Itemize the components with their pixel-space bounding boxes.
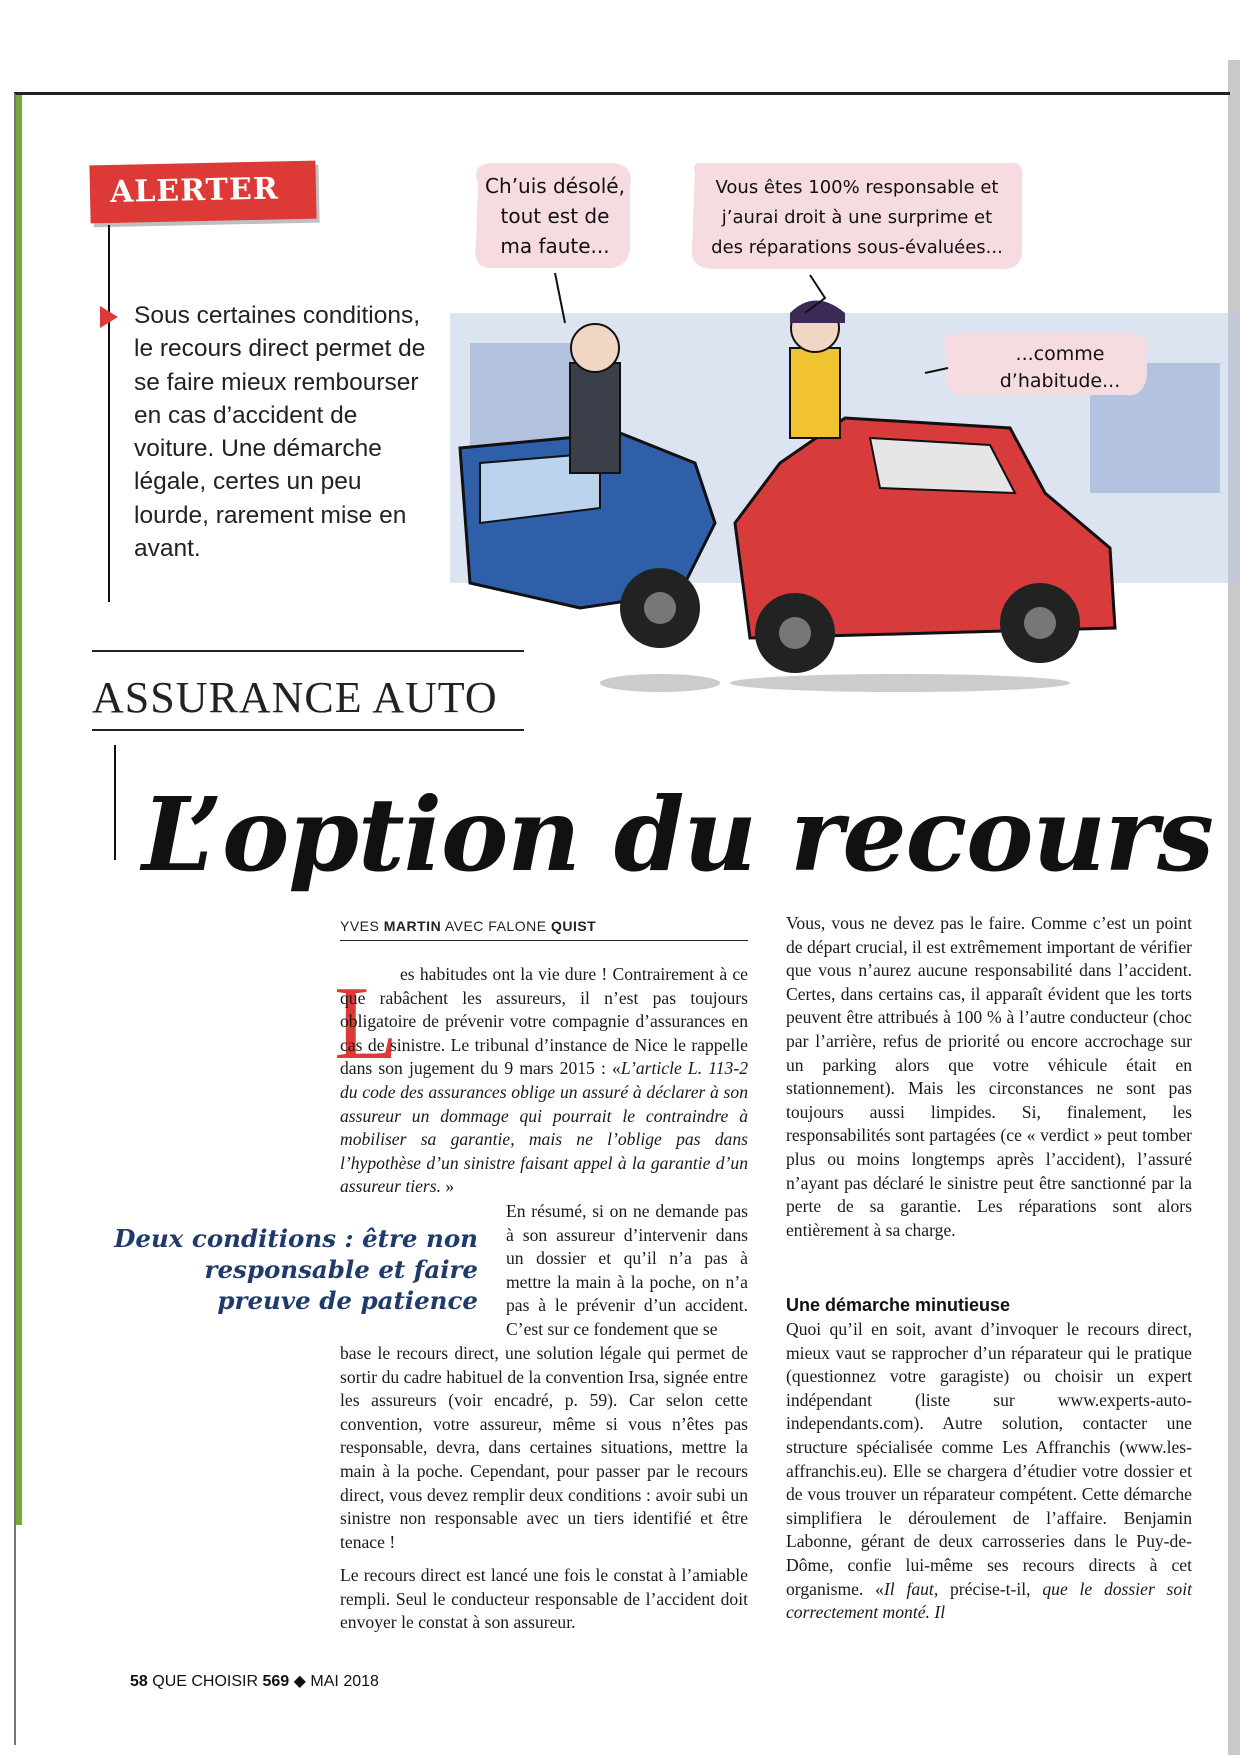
blue-car-hubcap: [644, 592, 676, 624]
headline-rule: [114, 745, 116, 860]
speech-bubble-1-line: ma faute...: [500, 234, 610, 258]
intro-arrow-icon: [100, 306, 118, 328]
section-rule-top: [92, 650, 524, 652]
article-paragraph: Vous, vous ne devez pas le faire. Comme c’est un point de départ crucial, il est extrêmement important de vérifier que vous n’aurez aucune responsabilité dans l’accident. Certes, dans certains cas, il apparaît évident que les torts peuvent être attribués à 100 % à l’autre conducteur (choc par l’arrière, refus de priorité ou encore accrochage sur un parking alors que votre véhicule était en stationnement). Mais les circonstances ne sont pas toujours aussi limpides. Si, finalement, les responsabilités sont partagées (ce « verdict » peut tomber plus ou moins longtemps après l’accident), l’assuré n’ayant pas déclaré le sinistre peut être sanctionné par la perte de sa garantie. Les réparations sont alors entièrement à sa charge.: [786, 913, 1192, 1240]
section-rule-bottom: [92, 729, 524, 731]
car-shadow: [730, 674, 1070, 692]
cartoon-illustration: [450, 163, 1240, 723]
article-paragraph: Le recours direct est lancé une fois le constat à l’amiable rempli. Seul le conducteur responsable de l’accident doit envoyer le constat à son assureur.: [340, 1565, 748, 1633]
byline-rule: [340, 940, 748, 941]
page-margin-strip: [16, 95, 22, 1525]
rubric-tag-label: ALERTER: [109, 171, 280, 210]
speech-bubble-1-line: tout est de: [500, 204, 610, 228]
article-paragraph: base le recours direct, une solution légale qui permet de sortir du cadre habituel de la convention Irsa, signée entre les assureurs (voir encadré, p. 59). Car selon cette convention, votre assureur, même si vous n’êtes pas responsable, devra, dans certaines situations, mettre la main à la poche. Cependant, pour passer par le recours direct, vous devez remplir deux conditions : avoir subi un sinistre non responsable avec un tiers identifié et être tenace !: [340, 1343, 748, 1552]
headline: L’option du recours: [142, 775, 1213, 894]
speech-bubble-3-line: ...comme: [1015, 343, 1105, 365]
section-title: ASSURANCE AUTO: [92, 673, 498, 722]
car-shadow: [600, 674, 720, 692]
speech-bubble-2-line: j’aurai droit à une surprime et: [721, 207, 993, 228]
rubric-tag: [89, 161, 316, 224]
byline: YVES MARTIN AVEC FALONE QUIST: [340, 918, 597, 934]
speech-bubble-2-line: Vous êtes 100% responsable et: [715, 177, 999, 198]
speech-bubble-3-line: d’habitude...: [999, 370, 1121, 392]
article-paragraph: es habitudes ont la vie dure ! Contrairement à ce que rabâchent les assureurs, il n’est pas toujours obligatoire de prévenir votre compagnie d’assurances en cas de sinistre. Le tribunal d’instance de Nice le rappelle dans son jugement du 9 mars 2015 : «L’article L. 113-2 du code des assurances oblige un assuré à déclarer à son assureur un dommage qui pourrait le contraindre à mobiliser sa garantie, mais ne l’oblige pas dans l’hypothèse d’un sinistre faisant appel à la garantie d’un assureur tiers. »: [340, 964, 749, 1197]
article-paragraph: Quoi qu’il en soit, avant d’invoquer le recours direct, mieux vaut se rapprocher d’un réparateur qui le pratique (questionnez votre garagiste) ou choisir un expert indépendant (liste sur www.experts-auto-independants.com). Autre solution, contacter une structure spécialisée comme Les Affranchis (www.les-affranchis.eu). Elle se chargera d’étudier votre dossier et de vous trouver un réparateur compétent. Cette démarche simplifiera le déroulement de l’affaire. Benjamin Labonne, gérant de deux carrosseries dans le Puy-de-Dôme, confie lui-même ses recours directs à cet organisme. «Il faut, précise-t-il, que le dossier soit correctement monté. Il: [786, 1319, 1192, 1623]
article-paragraph: En résumé, si on ne demande pas à son assureur d’intervenir dans un dossier et qu’il n’a pas à mettre la main à la poche, on n’a pas à le prévenir d’un accident. C’est sur ce fondement que se: [506, 1201, 748, 1339]
speech-bubble-1-line: Ch’uis désolé,: [485, 174, 625, 198]
intro-rule: [108, 225, 110, 602]
red-car-hubcap: [779, 617, 811, 649]
man-head: [571, 324, 619, 372]
pull-quote: Deux conditions : être non responsable et faire preuve de patience: [114, 1224, 478, 1315]
subheading: Une démarche minutieuse: [786, 1295, 1011, 1315]
speech-bubble-2-line: des réparations sous-évaluées...: [711, 237, 1003, 258]
woman-figure: [790, 348, 840, 438]
page-footer: 58 QUE CHOISIR 569 ◆ MAI 2018: [130, 1673, 379, 1690]
red-car-hubcap: [1024, 607, 1056, 639]
intro-text: Sous certaines conditions, le recours direct permet de se faire mieux rembourser en cas d’accident de voiture. Une démarche légale, certes un peu lourde, rarement mise en avant.: [134, 302, 426, 563]
man-figure: [570, 363, 620, 473]
drop-cap: L: [334, 964, 399, 1081]
